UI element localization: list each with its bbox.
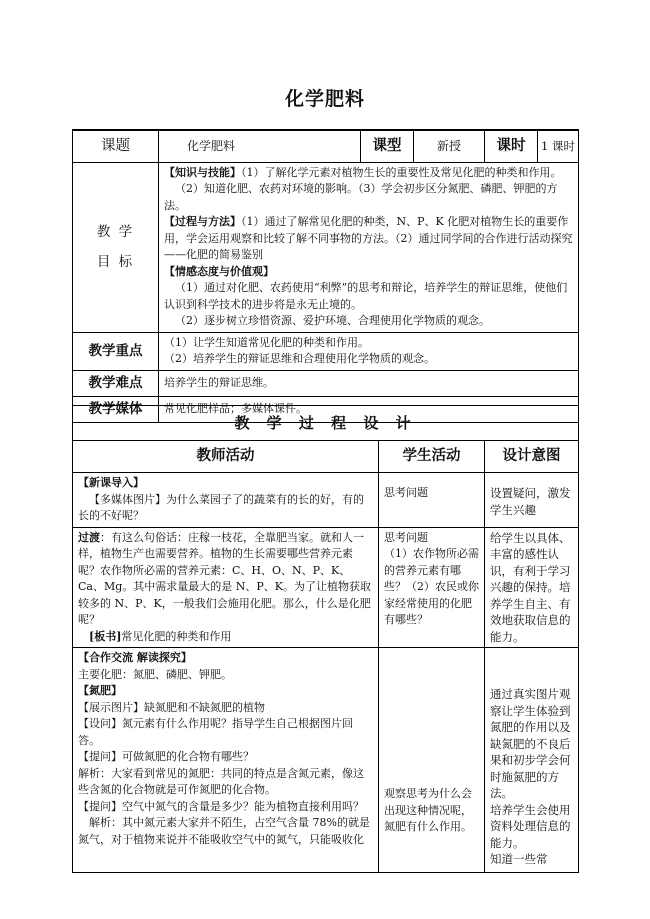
- objectives-label-line2: 目 标: [96, 254, 135, 270]
- difficulty-label: 教学难点: [73, 370, 159, 396]
- teacher-line: 【展示图片】缺氮肥和不缺氮肥的植物: [78, 700, 265, 714]
- teacher-line: 解析：其中氮元素大家并不陌生，占空气含量 78%的就是氮气，对于植物来说并不能吸收空气中的氮气，只能吸收化: [78, 816, 370, 846]
- teacher-activity: [73, 527, 379, 648]
- key-point-line: （1）让学生知道常见化肥的种类和作用。: [164, 335, 369, 349]
- teacher-line: 解析：大家看到常见的氮肥：共同的特点是含氮元素，像这些含氮的化合物就是可作氮肥的化合物。: [78, 766, 364, 796]
- teacher-line: 【提问】空气中氮气的含量是多少？能为植物直接利用吗？: [78, 799, 364, 813]
- student-activity: 观察思考为什么会出现这种情况呢，氮肥有什么作用。: [379, 648, 485, 873]
- column-header-teacher: 教师活动: [73, 441, 379, 473]
- teacher-line: 【新课导入】: [78, 476, 144, 489]
- teacher-line: 过渡：有这么句俗话：庄稼一枝花，全靠肥当家。就和人一样，植物生产也需要营养。植物的生长需要哪些营养元素呢？农作物所必需的营养元素：C、H、O、N、P、K、Ca、Mg。其中需求量最大的是 N、P、K。为了让植物获取较多的 N、P、K，一般我们会施用化肥。那么，什么是化肥呢？: [78, 530, 372, 626]
- teacher-activity: [73, 473, 379, 528]
- teacher-line: 【提问】可做氮肥的化合物有哪些？: [78, 750, 254, 763]
- objective-line: 【情感态度与价值观】: [164, 264, 274, 278]
- teacher-line: 主要化肥：氮肥、磷肥、钾肥。: [78, 667, 232, 681]
- objectives-label-line1: 教 学: [96, 223, 135, 240]
- teacher-line: 【设问】氮元素有什么作用呢？指导学生自己根据图片回答。: [78, 717, 353, 747]
- column-header-intent: 设计意图: [485, 441, 579, 473]
- objective-line: 【知识与技能】（1）了解化学元素对植物生长的重要性及常见化肥的种类和作用。: [164, 165, 562, 179]
- type-label: 课型: [361, 130, 414, 162]
- hours-value: 1 课时: [538, 130, 579, 162]
- objective-line: （1）通过对化肥、农药使用“利弊”的思考和辩论，培养学生的辩证思维，使他们认识到科学技术的进步将是永无止境的。: [164, 281, 568, 311]
- teacher-line: 【多媒体图片】为什么菜园子了的蔬菜有的长的好，有的长的不好呢？: [78, 492, 364, 522]
- design-intent: 通过真实图片观察让学生体验到氮肥的作用以及缺氮肥的不良后果和初步学会何时施氮肥的方法。 培养学生会使用资料处理信息的能力。 知道一些常: [485, 648, 579, 873]
- key-points-label: 教学重点: [73, 332, 159, 370]
- teacher-activity: [73, 648, 379, 873]
- teacher-line: 【氮肥】: [78, 684, 122, 697]
- objective-line: （2）知道化肥、农药对环境的影响。（3）学会初步区分氮肥、磷肥、钾肥的方法。: [164, 182, 558, 212]
- process-banner: 教 学 过 程 设 计: [73, 406, 579, 441]
- process-table: [72, 405, 579, 873]
- objectives-label: [73, 162, 159, 332]
- objectives-content: [159, 162, 579, 332]
- column-header-student: 学生活动: [379, 441, 485, 473]
- objective-line: 【过程与方法】（1）通过了解常见化肥的种类，N、P、K 化肥对植物生长的重要作用，学会运用观察和比较了解不同事物的方法。（2）通过同学间的合作进行活动探究——化肥的简易鉴别: [164, 215, 573, 261]
- key-points-content: [159, 332, 579, 370]
- teacher-line: 【合作交流 解读探究】: [78, 651, 192, 664]
- table-row: [73, 648, 579, 873]
- type-value: 新授: [414, 130, 485, 162]
- media-content: 常见化肥样品；多媒体课件。: [159, 396, 579, 422]
- design-intent: 给学生以具体、丰富的感性认识，有利于学习兴趣的保持。培养学生自主、有效地获取信息的能力。: [485, 527, 579, 648]
- media-label: 教学媒体: [73, 396, 159, 422]
- student-activity: 思考问题 （1）农作物所必需的营养元素有哪些？（2）农民或你家经常使用的化肥有哪些？: [379, 527, 485, 648]
- objective-line: （2）逐步树立珍惜资源、爱护环境、合理使用化学物质的观念。: [175, 314, 490, 327]
- document-title: 化学肥料: [284, 88, 365, 110]
- table-row: [73, 473, 579, 528]
- student-activity: 思考问题: [379, 473, 485, 528]
- teacher-line: [板书]常见化肥的种类和作用: [89, 629, 232, 643]
- hours-label: 课时: [485, 130, 538, 162]
- key-point-line: （2）培养学生的辩证思维和合理使用化学物质的观念。: [164, 352, 435, 365]
- table-row: [73, 527, 579, 648]
- difficulty-content: 培养学生的辩证思维。: [159, 370, 579, 396]
- design-intent: 设置疑问，激发学生兴趣: [485, 473, 579, 528]
- topic-label: 课题: [73, 130, 159, 162]
- topic-value: 化学肥料: [159, 130, 361, 162]
- lesson-info-table: [72, 129, 579, 423]
